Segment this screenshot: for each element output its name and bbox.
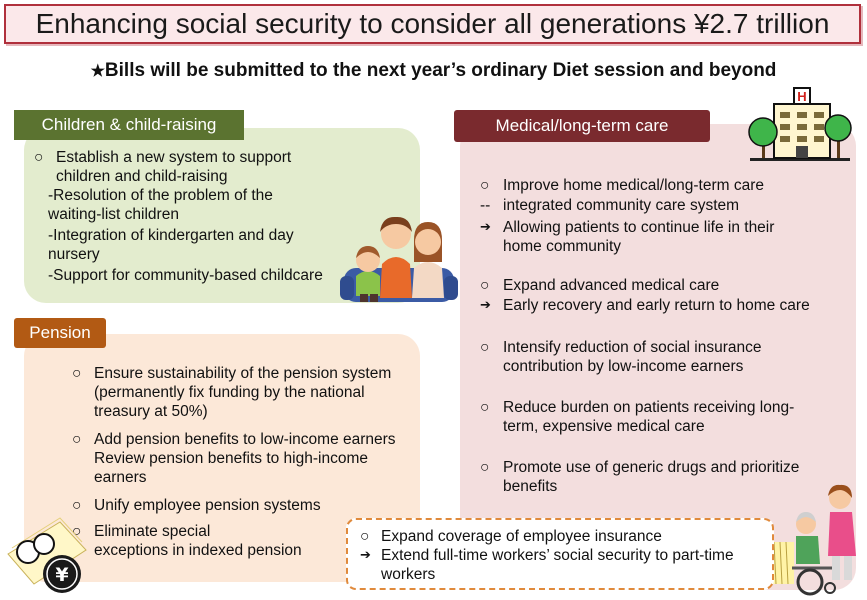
text-line: nursery: [48, 246, 100, 263]
text-line: Expand advanced medical care: [503, 277, 720, 294]
bullet-icon: ○: [34, 149, 44, 166]
text-line: workers: [381, 566, 436, 583]
star-icon: ★: [90, 63, 105, 80]
text-line: benefits: [503, 478, 558, 495]
text-line: term, expensive medical care: [503, 418, 705, 435]
children-heading: Children & child-raising: [14, 110, 244, 140]
medical-heading: Medical/long-term care: [454, 110, 710, 142]
text-line: Establish a new system to support: [56, 149, 292, 166]
bullet-icon: ○: [480, 177, 490, 194]
bullet-icon: ○: [72, 365, 82, 382]
caregiver-illustration: [772, 484, 860, 596]
hospital-illustration: [744, 84, 854, 164]
text-line: Allowing patients to continue life in their: [503, 219, 775, 236]
bullet-icon: ○: [72, 523, 82, 540]
text-line: Improve home medical/long-term care: [503, 177, 765, 194]
text-line: Early recovery and early return to home care: [503, 297, 810, 314]
text-line: home community: [503, 238, 622, 255]
text-line: earners: [94, 469, 147, 486]
text-line: children and child-raising: [56, 168, 228, 185]
text-line: Review pension benefits to high-income: [94, 450, 368, 467]
money-illustration: [6, 510, 88, 596]
text-line: Reduce burden on patients receiving long-: [503, 399, 795, 416]
subtitle: [0, 60, 867, 82]
bullet-icon: ○: [72, 431, 82, 448]
pension-heading: Pension: [14, 318, 106, 348]
family-illustration: [340, 212, 458, 304]
arrow-icon: ➔: [360, 548, 371, 563]
text-line: exceptions in indexed pension: [94, 542, 302, 559]
page-title: Enhancing social security to consider all generations ¥2.7 trillion: [4, 4, 861, 44]
arrow-icon: ➔: [480, 298, 491, 313]
bullet-icon: ○: [480, 459, 490, 476]
text-line: Extend full-time workers’ social security to part-time: [381, 547, 734, 564]
bullet-icon: ○: [480, 339, 490, 356]
text-line: waiting-list children: [48, 206, 179, 223]
text-line: Add pension benefits to low-income earners: [94, 431, 396, 448]
text-line: Unify employee pension systems: [94, 497, 321, 514]
text-line: Ensure sustainability of the pension system: [94, 365, 392, 382]
bullet-icon: ○: [480, 277, 490, 294]
text-line: Eliminate special: [94, 523, 211, 540]
text-line: Intensify reduction of social insurance: [503, 339, 762, 356]
text-line: -Support for community-based childcare: [48, 267, 323, 284]
text-line: integrated community care system: [503, 197, 740, 214]
children-sub-item: [48, 266, 323, 285]
dash-mark: --: [480, 197, 491, 214]
text-line: -Resolution of the problem of the: [48, 187, 273, 204]
bullet-icon: ○: [480, 399, 490, 416]
subtitle-text: Bills will be submitted to the next year’s ordinary Diet session and beyond: [104, 60, 777, 81]
text-line: (permanently fix funding by the national: [94, 384, 365, 401]
bullet-icon: ○: [72, 497, 82, 514]
text-line: -Integration of kindergarten and day: [48, 227, 294, 244]
yen-icon: ¥: [55, 564, 69, 586]
bullet-icon: ○: [360, 528, 370, 545]
children-sub-item: [48, 226, 294, 264]
text-line: Promote use of generic drugs and prioritize: [503, 459, 800, 476]
text-line: Expand coverage of employee insurance: [381, 528, 662, 545]
arrow-icon: ➔: [480, 220, 491, 235]
text-line: treasury at 50%): [94, 403, 208, 420]
hospital-sign-icon: H: [797, 89, 807, 104]
text-line: contribution by low-income earners: [503, 358, 744, 375]
children-sub-item: [48, 186, 273, 224]
